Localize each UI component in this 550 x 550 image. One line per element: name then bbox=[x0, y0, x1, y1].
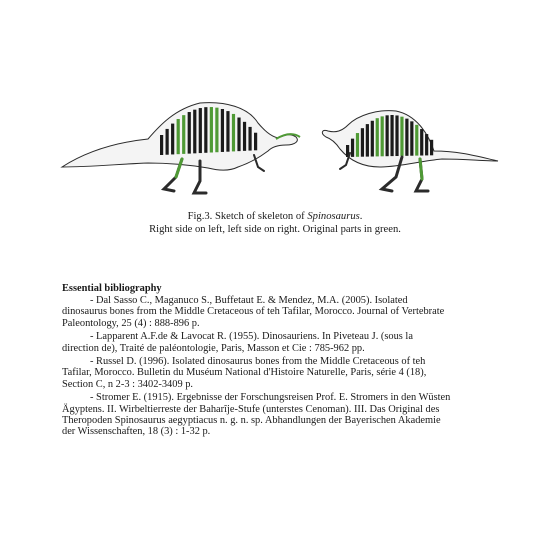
caption-prefix: Fig.3. Sketch of skeleton of bbox=[187, 211, 308, 222]
right-arm bbox=[340, 153, 350, 169]
bibliography-entry-line: dinosaurus bones from the Middle Cretaceous of teh Tafilar, Morocco. Journal of Vertebrate bbox=[62, 306, 445, 318]
left-spine-band bbox=[160, 135, 163, 155]
left-spine-band bbox=[171, 124, 174, 155]
figure-caption-line-2: Right side on left, left side on right. Original parts in green. bbox=[149, 224, 401, 235]
bibliography-entry-line: - Stromer E. (1915). Ergebnisse der Forschungsreisen Prof. E. Stromers in den Wüsten bbox=[90, 392, 451, 404]
bibliography-entry bbox=[62, 331, 476, 353]
left-spine-band bbox=[210, 107, 213, 152]
bibliography-entry-line: Ägyptens. II. Wirbeltierreste der Baharîje-Stufe (unterstes Cenoman). III. Das Original des bbox=[62, 403, 440, 415]
right-spine-band bbox=[386, 115, 389, 156]
bibliography-heading: Essential bibliography bbox=[62, 283, 162, 294]
right-spine-band bbox=[400, 117, 403, 156]
right-spine-band bbox=[415, 125, 418, 156]
left-spine-band bbox=[243, 122, 246, 151]
left-spine-band bbox=[215, 108, 218, 153]
right-spine-band bbox=[390, 115, 393, 156]
right-spine-band bbox=[356, 133, 359, 157]
left-spine-band bbox=[193, 110, 196, 154]
bibliography-entry-line: Paleontology, 25 (4) : 888-896 p. bbox=[62, 317, 200, 329]
caption-italic-name: Spinosaurus bbox=[307, 211, 360, 222]
right-spine-band bbox=[405, 119, 408, 156]
right-spine-band bbox=[425, 134, 428, 155]
left-spine-band bbox=[248, 127, 251, 151]
left-spine-band bbox=[232, 114, 235, 151]
right-hind-leg-original bbox=[420, 159, 422, 179]
left-spine-band bbox=[182, 115, 185, 154]
spinosaurus-skeleton-figure bbox=[50, 85, 510, 200]
right-spine-band bbox=[381, 116, 384, 156]
bibliography-entry-line: - Dal Sasso C., Maganuco S., Buffetaut E. & Mendez, M.A. (2005). Isolated bbox=[90, 295, 408, 307]
skeleton-left-side-view bbox=[322, 111, 498, 191]
bibliography-entries bbox=[62, 295, 476, 437]
skeleton-right-side-view bbox=[62, 103, 300, 193]
right-spine-band bbox=[366, 124, 369, 157]
left-spine-band bbox=[237, 118, 240, 152]
right-spine-band bbox=[430, 140, 433, 156]
right-spine-band bbox=[420, 129, 423, 155]
right-spine-band bbox=[395, 115, 398, 156]
left-spine-band bbox=[199, 108, 202, 153]
left-spine-band bbox=[221, 109, 224, 152]
bibliography-entry-line: Section C, n 2-3 : 3402-3409 p. bbox=[62, 378, 194, 390]
bibliography-entry-line: - Lapparent A.F.de & Lavocat R. (1955). Dinosauriens. In Piveteau J. (sous la bbox=[90, 331, 413, 343]
right-spine-band bbox=[361, 128, 364, 157]
right-spine-band bbox=[351, 139, 354, 157]
bibliography-entry-line: - Russel D. (1996). Isolated dinosaurus bones from the Middle Cretaceous of teh bbox=[90, 356, 426, 368]
right-spine-band bbox=[410, 121, 413, 155]
bibliography-entry bbox=[62, 295, 476, 329]
left-spine-band bbox=[188, 112, 191, 154]
bibliography-entry-line: direction de), Traité de paléontologie, Paris, Masson et Cie : 785-962 pp. bbox=[62, 342, 365, 354]
bibliography-entry bbox=[62, 392, 476, 437]
figure-caption-line-1 bbox=[0, 210, 550, 223]
bibliography-entry-line: der Wissenschaften, 18 (3) : 1-32 p. bbox=[62, 425, 211, 437]
bibliography-entry-line: Tafilar, Morocco. Bulletin du Muséum National d'Histoire Naturelle, Paris, série 4 (18), bbox=[62, 367, 427, 379]
bibliography-entry-line: Theropoden Spinosaurus aegyptiacus n. g. n. sp. Abhandlungen der Bayerischen Akademie bbox=[62, 414, 441, 426]
left-spine-band bbox=[204, 107, 207, 153]
bibliography-entry bbox=[62, 356, 476, 390]
right-spine-band bbox=[376, 118, 379, 156]
left-spine-band bbox=[226, 111, 229, 152]
left-spine-band bbox=[166, 129, 169, 155]
caption-suffix: . bbox=[359, 211, 363, 222]
right-spine-band bbox=[371, 121, 374, 157]
left-spine-band bbox=[177, 119, 180, 154]
left-spine-band bbox=[254, 133, 257, 151]
bibliography-section bbox=[62, 283, 476, 440]
